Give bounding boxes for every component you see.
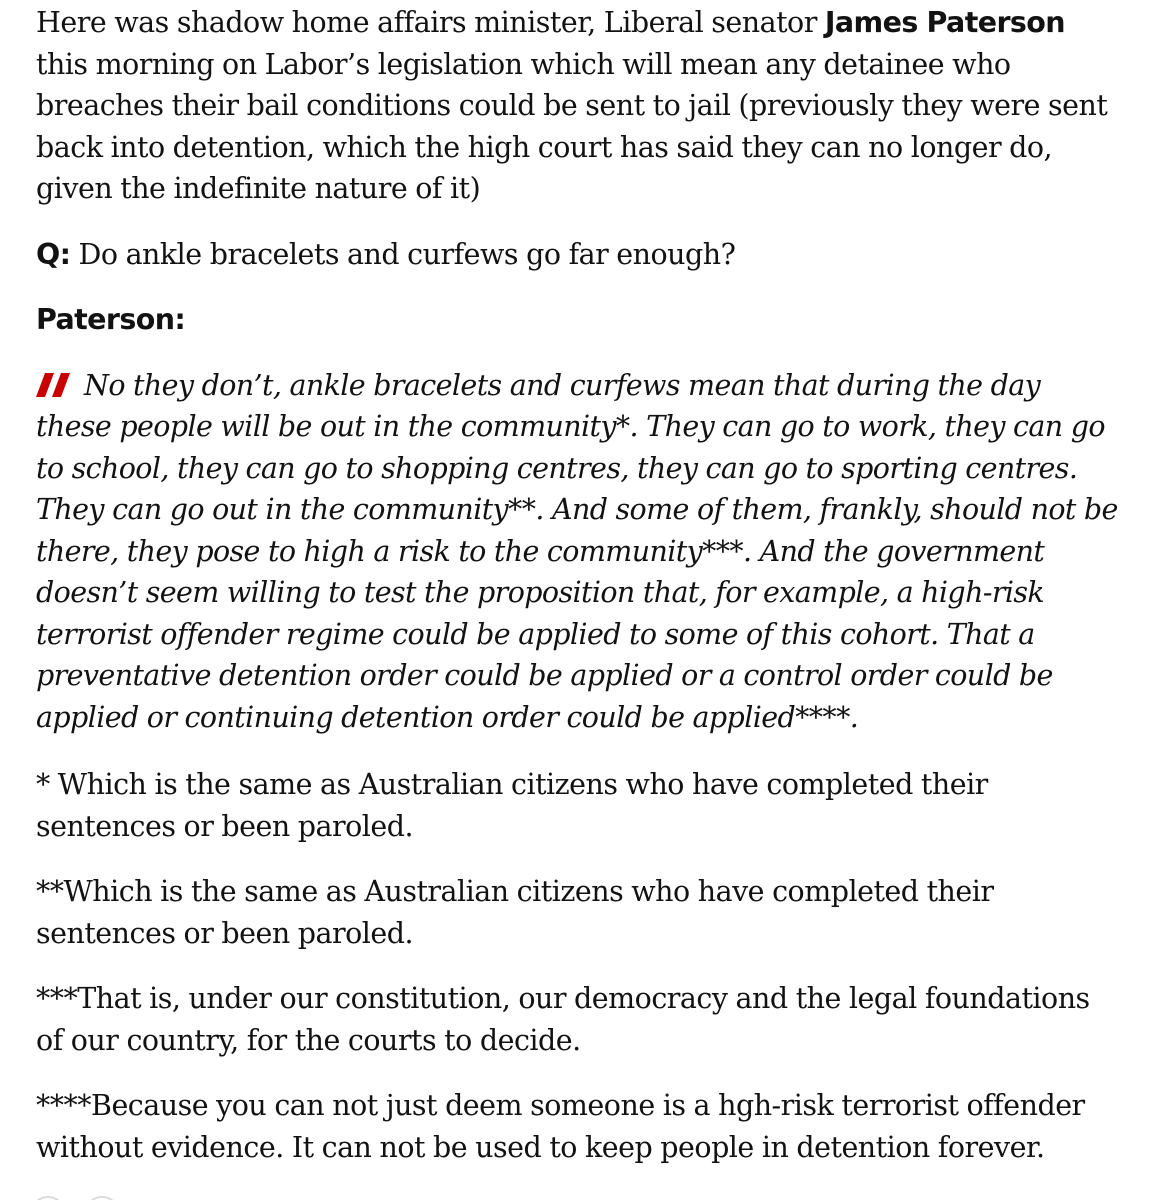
footnote-2: **Which is the same as Australian citizens who have completed their sentences or been paroled.	[36, 875, 994, 950]
footnote-3: ***That is, under our constitution, our democracy and the legal foundations of our country, for the courts to decide.	[36, 982, 1090, 1057]
speaker-name: James Paterson	[824, 6, 1065, 39]
blockquote	[36, 365, 1121, 739]
speaker-label: Paterson:	[36, 303, 186, 336]
question-label: Q:	[36, 237, 71, 271]
question-text: Do ankle bracelets and curfews go far enough?	[70, 237, 736, 271]
intro-text-after: this morning on Labor’s legislation which will mean any detainee who breaches their bail conditions could be sent to jail (previously they were sent back into detention, which the high court has said they can no longer do, given the indefinite nature of it)	[36, 47, 1108, 205]
quote-mark-icon	[36, 373, 76, 397]
speaker-paragraph	[36, 299, 1121, 341]
intro-paragraph	[36, 2, 1121, 210]
footnote-1: * Which is the same as Australian citizens who have completed their sentences or been paroled.	[36, 768, 988, 843]
share-buttons-partial[interactable]	[36, 1194, 136, 1200]
article-body	[36, 0, 1121, 1168]
footnote-4: ****Because you can not just deem someone is a hgh-risk terrorist offender without evidence. It can not be used to keep people in detention forever.	[36, 1089, 1085, 1164]
question-paragraph	[36, 234, 1121, 276]
quote-text: No they don’t, ankle bracelets and curfews mean that during the day these people will be out in the community*. They can go to work, they can go to school, they can go to shopping centres, they can go to sporting centres. They can go out in the community**. And some of them, frankly, should not be there, they pose to high a risk to the community***. And the government doesn’t seem willing to test the proposition that, for example, a high-risk terrorist offender regime could be applied to some of this cohort. That a preventative detention order could be applied or a control order could be applied or continuing detention order could be applied****.	[36, 368, 1118, 734]
intro-text-before: Here was shadow home affairs minister, Liberal senator	[36, 6, 825, 39]
